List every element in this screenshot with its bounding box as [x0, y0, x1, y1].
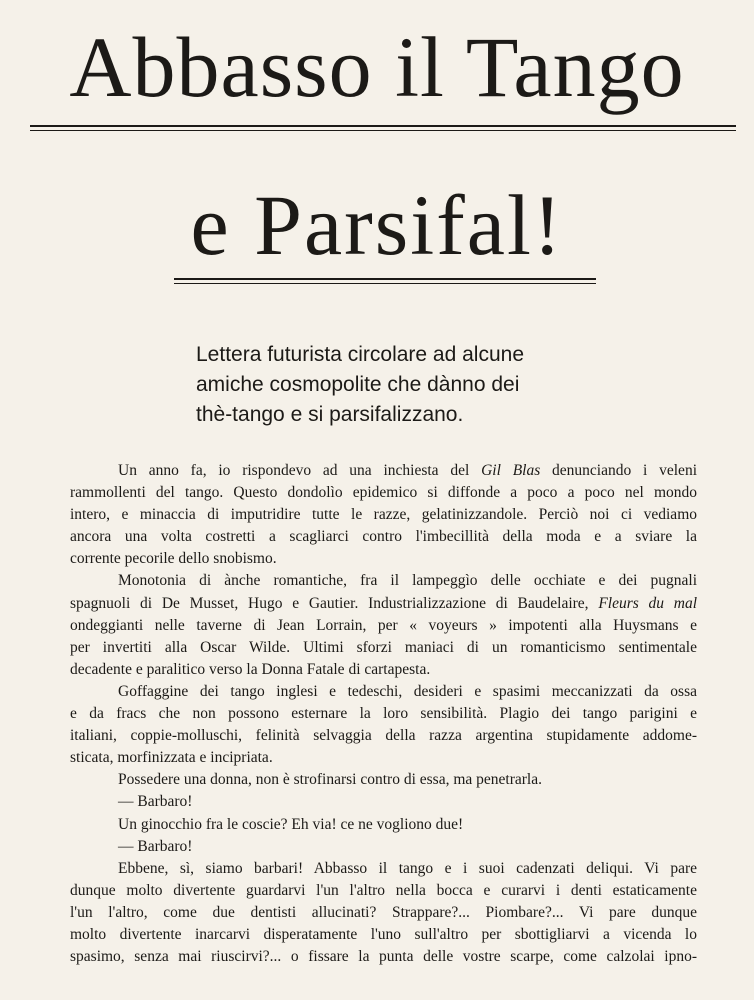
- text-line: italiani, coppie-molluschi, felinità selvaggia della razza argentina stupidamente addome-: [70, 727, 697, 745]
- text-line: sticata, morfinizzata e incipriata.: [70, 749, 273, 767]
- text-line: Un ginocchio fra le coscie? Eh via! ce ne vogliono due!: [118, 815, 464, 833]
- text-line: — Barbaro!: [118, 837, 193, 855]
- italic-text: Fleurs du mal: [598, 594, 697, 612]
- text-line: [70, 593, 697, 615]
- italic-text: Gil Blas: [481, 462, 541, 479]
- text-span: spagnuoli di De Musset, Hugo e Gautier. Industrializzazione di Baudelaire,: [70, 594, 589, 612]
- body-text: [70, 460, 697, 968]
- text-line: intero, e minaccia di imputridire tutte le razze, gelatinizzandole. Perciò noi ci vediamo: [70, 506, 697, 524]
- text-line: Possedere una donna, non è strofinarsi contro di essa, ma penetrarla.: [118, 771, 542, 789]
- subtitle-double-rule: [174, 278, 596, 284]
- text-line: rammollenti del tango. Questo dondolìo epidemico si diffonde a poco a poco nel mondo: [70, 484, 697, 502]
- page-title-secondary: e Parsifal!: [190, 177, 564, 273]
- text-line: Monotonia di ànche romantiche, fra il lampeggìo delle occhiate e dei pugnali: [118, 572, 697, 590]
- text-span: denunciando i veleni: [540, 462, 697, 479]
- text-span: Un anno fa, io rispondevo ad una inchiesta del: [118, 462, 482, 479]
- text-line: ondeggianti nelle taverne di Jean Lorrain, per « voyeurs » impotenti alla Huysmans e: [70, 616, 697, 634]
- text-line: Goffaggine dei tango inglesi e tedeschi, desideri e spasimi meccanizzati da ossa: [118, 682, 697, 700]
- text-line: ancora una volta costretti a scagliarci contro l'imbecillità della moda e a sviare la: [70, 528, 697, 546]
- text-line: [70, 460, 697, 482]
- subtitle-block: [196, 340, 636, 430]
- title-double-rule: [30, 125, 736, 131]
- text-line: dunque molto divertente guardarvi l'un l'altro nella bocca e curarvi i denti estaticamente: [70, 881, 697, 899]
- page-title: Abbasso il Tango: [69, 19, 685, 115]
- text-line: spasimo, senza mai riuscirvi?... o fissare la punta delle vostre scarpe, come calzolai ipno-: [70, 948, 697, 966]
- subtitle-line: amiche cosmopolite che dànno dei: [196, 373, 520, 396]
- text-line: molto divertente inarcarvi disperatamente l'uno sull'altro per sbottigliarvi a vicenda lo: [70, 925, 697, 943]
- subtitle-line: thè-tango e si parsifalizzano.: [196, 403, 464, 426]
- text-line: decadente e paralitico verso la Donna Fatale di cartapesta.: [70, 660, 431, 678]
- text-line: corrente pecorile dello snobismo.: [70, 550, 277, 568]
- subtitle-line: Lettera futurista circolare ad alcune: [196, 343, 525, 366]
- text-line: — Barbaro!: [118, 793, 193, 811]
- text-line: e da fracs che non possono esternare la loro sensibilità. Plagio dei tango parigini e: [70, 705, 697, 723]
- text-line: Ebbene, sì, siamo barbari! Abbasso il tango e i suoi cadenzati deliqui. Vi pare: [118, 859, 697, 877]
- text-line: l'un l'altro, come due dentisti allucinati? Strappare?... Piombare?... Vi pare dunque: [70, 903, 697, 921]
- text-line: per invertiti alla Oscar Wilde. Ultimi sforzi maniaci di un romanticismo sentimentale: [70, 638, 697, 656]
